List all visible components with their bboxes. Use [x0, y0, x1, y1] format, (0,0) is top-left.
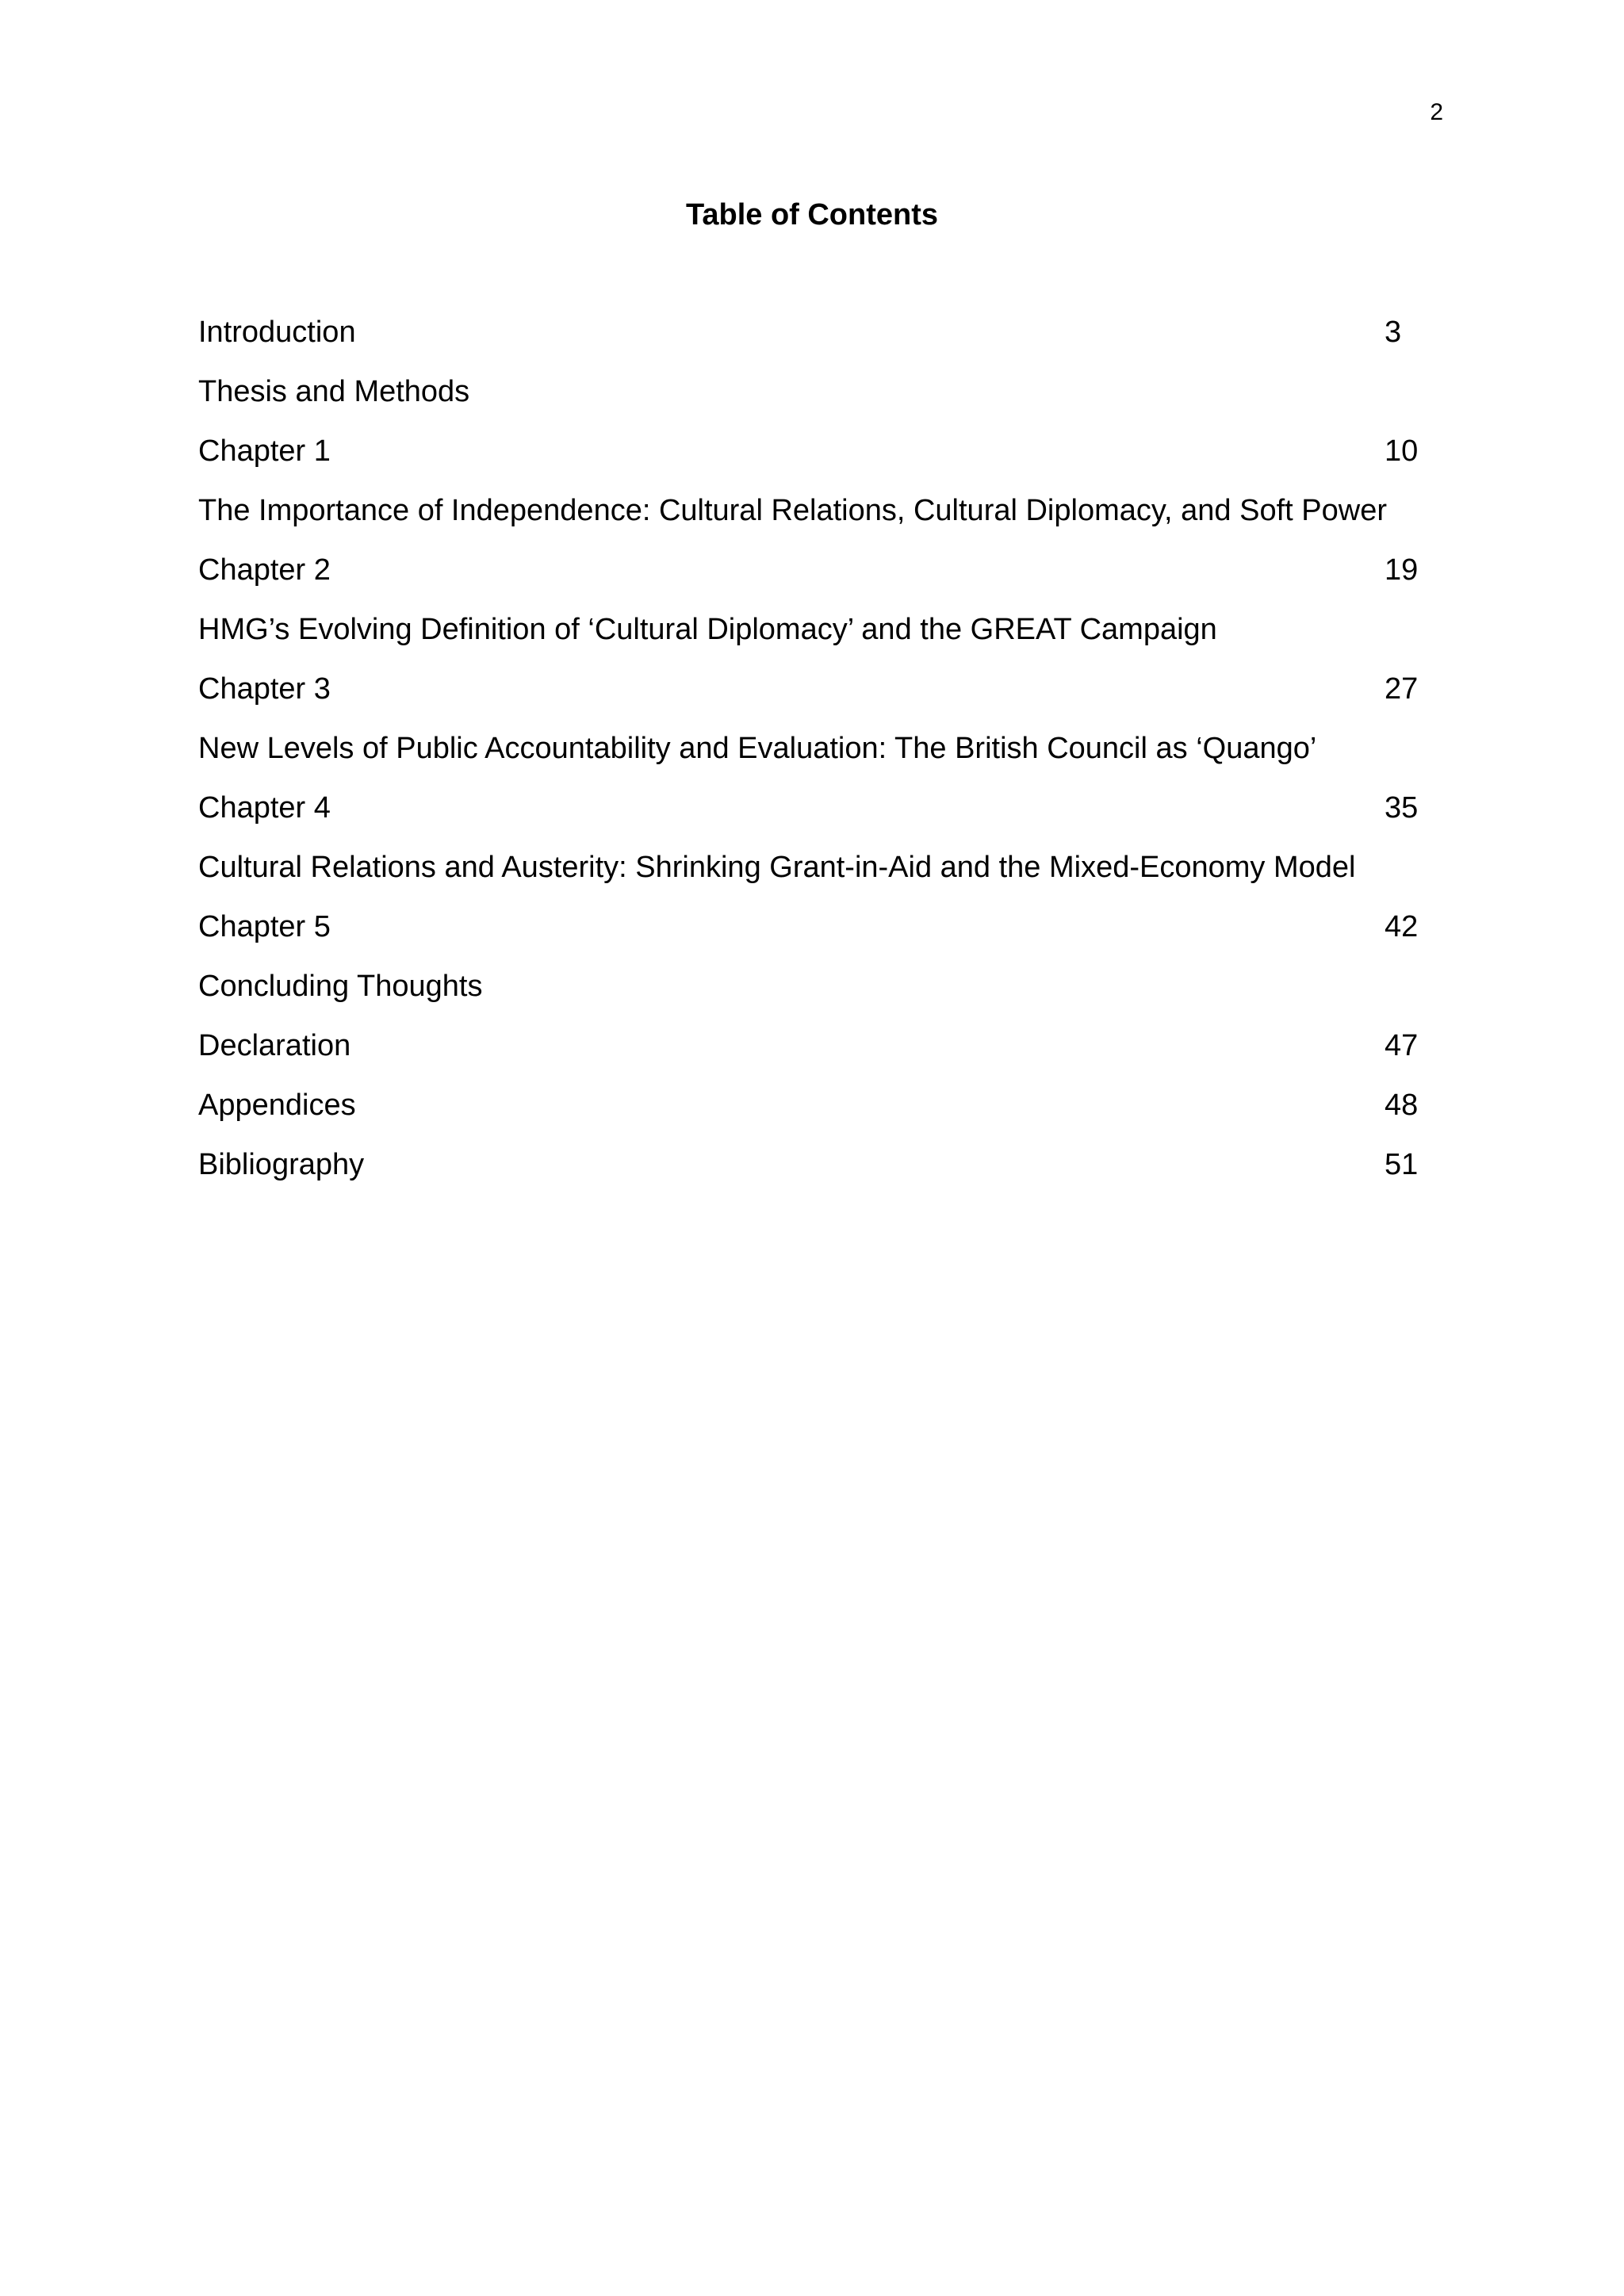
toc-entry-title: Cultural Relations and Austerity: Shrinking Grant-in-Aid and the Mixed-Economy Model — [198, 851, 1356, 884]
page-number: 2 — [1430, 99, 1443, 125]
toc-entry-title: Declaration — [198, 1029, 351, 1062]
toc-entry-title: Introduction — [198, 316, 356, 349]
toc-entry-appendices — [198, 1087, 1435, 1146]
toc-entry-declaration — [198, 1027, 1435, 1087]
toc-list — [198, 314, 1435, 1206]
toc-entry-title: HMG’s Evolving Definition of ‘Cultural Diplomacy’ and the GREAT Campaign — [198, 613, 1217, 646]
toc-entry-page: 51 — [1385, 1148, 1419, 1181]
toc-entry-chapter-1 — [198, 433, 1435, 492]
toc-entry-title: New Levels of Public Accountability and Evaluation: The British Council as ‘Quango’ — [198, 732, 1317, 765]
toc-entry-chapter-3 — [198, 671, 1435, 730]
toc-entry-thesis-and-methods — [198, 373, 1435, 433]
toc-entry-chapter-5 — [198, 909, 1435, 968]
toc-entry-title: The Importance of Independence: Cultural Relations, Cultural Diplomacy, and Soft Power — [198, 494, 1387, 527]
toc-entry-title: Concluding Thoughts — [198, 970, 483, 1003]
toc-entry-page: 48 — [1385, 1089, 1419, 1122]
toc-entry-title: Appendices — [198, 1089, 356, 1122]
toc-entry-page: 10 — [1385, 434, 1419, 468]
toc-entry-chapter-4-subtitle — [198, 849, 1435, 909]
toc-title: Table of Contents — [685, 198, 939, 232]
toc-entry-page: 47 — [1385, 1029, 1419, 1062]
toc-entry-page: 42 — [1385, 910, 1419, 943]
toc-entry-bibliography — [198, 1146, 1435, 1206]
toc-entry-title: Thesis and Methods — [198, 375, 470, 408]
toc-entry-page: 3 — [1385, 316, 1402, 349]
toc-entry-title: Chapter 1 — [198, 434, 331, 468]
toc-entry-concluding-thoughts — [198, 968, 1435, 1027]
toc-entry-chapter-3-subtitle — [198, 730, 1435, 790]
toc-entry-chapter-2-subtitle — [198, 611, 1435, 671]
toc-entry-title: Chapter 3 — [198, 672, 331, 706]
toc-entry-page: 27 — [1385, 672, 1419, 706]
toc-entry-chapter-4 — [198, 790, 1435, 849]
toc-entry-chapter-1-subtitle — [198, 492, 1435, 552]
toc-entry-page: 19 — [1385, 553, 1419, 587]
toc-entry-title: Chapter 4 — [198, 791, 331, 825]
toc-entry-title: Chapter 5 — [198, 910, 331, 943]
toc-entry-introduction — [198, 314, 1435, 373]
toc-entry-title: Bibliography — [198, 1148, 365, 1181]
toc-entry-chapter-2 — [198, 552, 1435, 611]
toc-entry-page: 35 — [1385, 791, 1419, 825]
toc-entry-title: Chapter 2 — [198, 553, 331, 587]
